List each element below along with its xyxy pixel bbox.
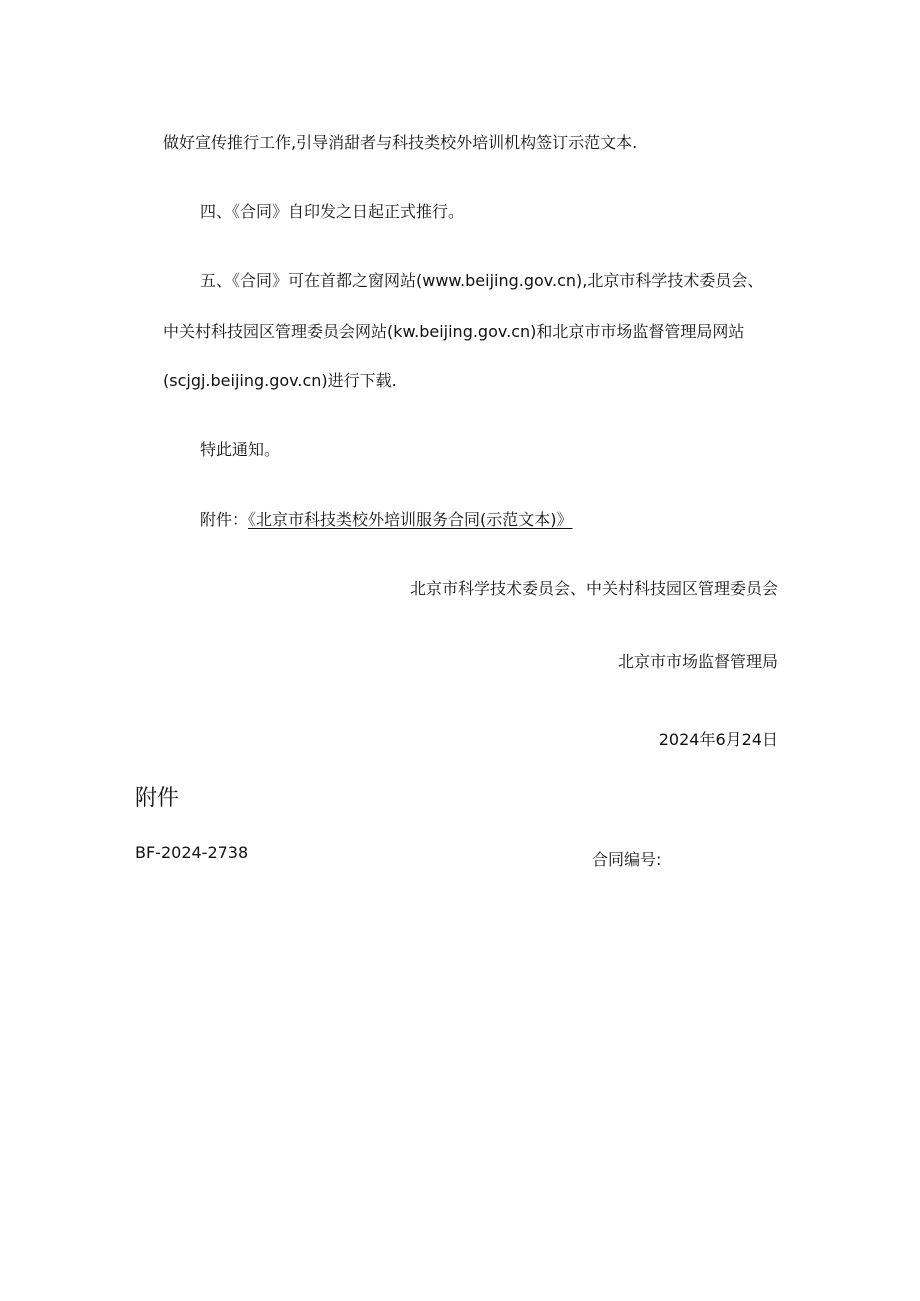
issue-date: 2024年6月24日: [658, 730, 778, 749]
document-code: BF-2024-2738: [135, 843, 249, 862]
contract-number-label: 合同编号:: [592, 850, 662, 869]
paragraph-five-line-2: 中关村科技园区管理委员会网站(kw.beijing.gov.cn)和北京市市场监督管理局网站: [163, 322, 745, 341]
attachment-prefix: 附件：: [200, 510, 249, 529]
appendix-heading: 附件: [135, 786, 180, 811]
issuer-one: 北京市科学技术委员会、中关村科技园区管理委员会: [409, 579, 778, 598]
paragraph-five-line-3: (scjgj.beijing.gov.cn)进行下载.: [163, 371, 397, 390]
attachment-line: [200, 509, 573, 531]
paragraph-four: 四、《合同》自印发之日起正式推行。: [200, 202, 465, 221]
paragraph-three-tail: 做好宣传推行工作,引导消甜者与科技类校外培训机构签订示范文本.: [163, 133, 638, 152]
notice-text: 特此通知。: [200, 440, 281, 459]
issuer-two: 北京市市场监督管理局: [617, 652, 778, 671]
paragraph-five-line-1: 五、《合同》可在首都之窗网站(www.beijing.gov.cn),北京市科学技术委员会、: [200, 271, 764, 290]
attachment-link[interactable]: 《北京市科技类校外培训服务合同(示范文本)》: [248, 510, 573, 529]
